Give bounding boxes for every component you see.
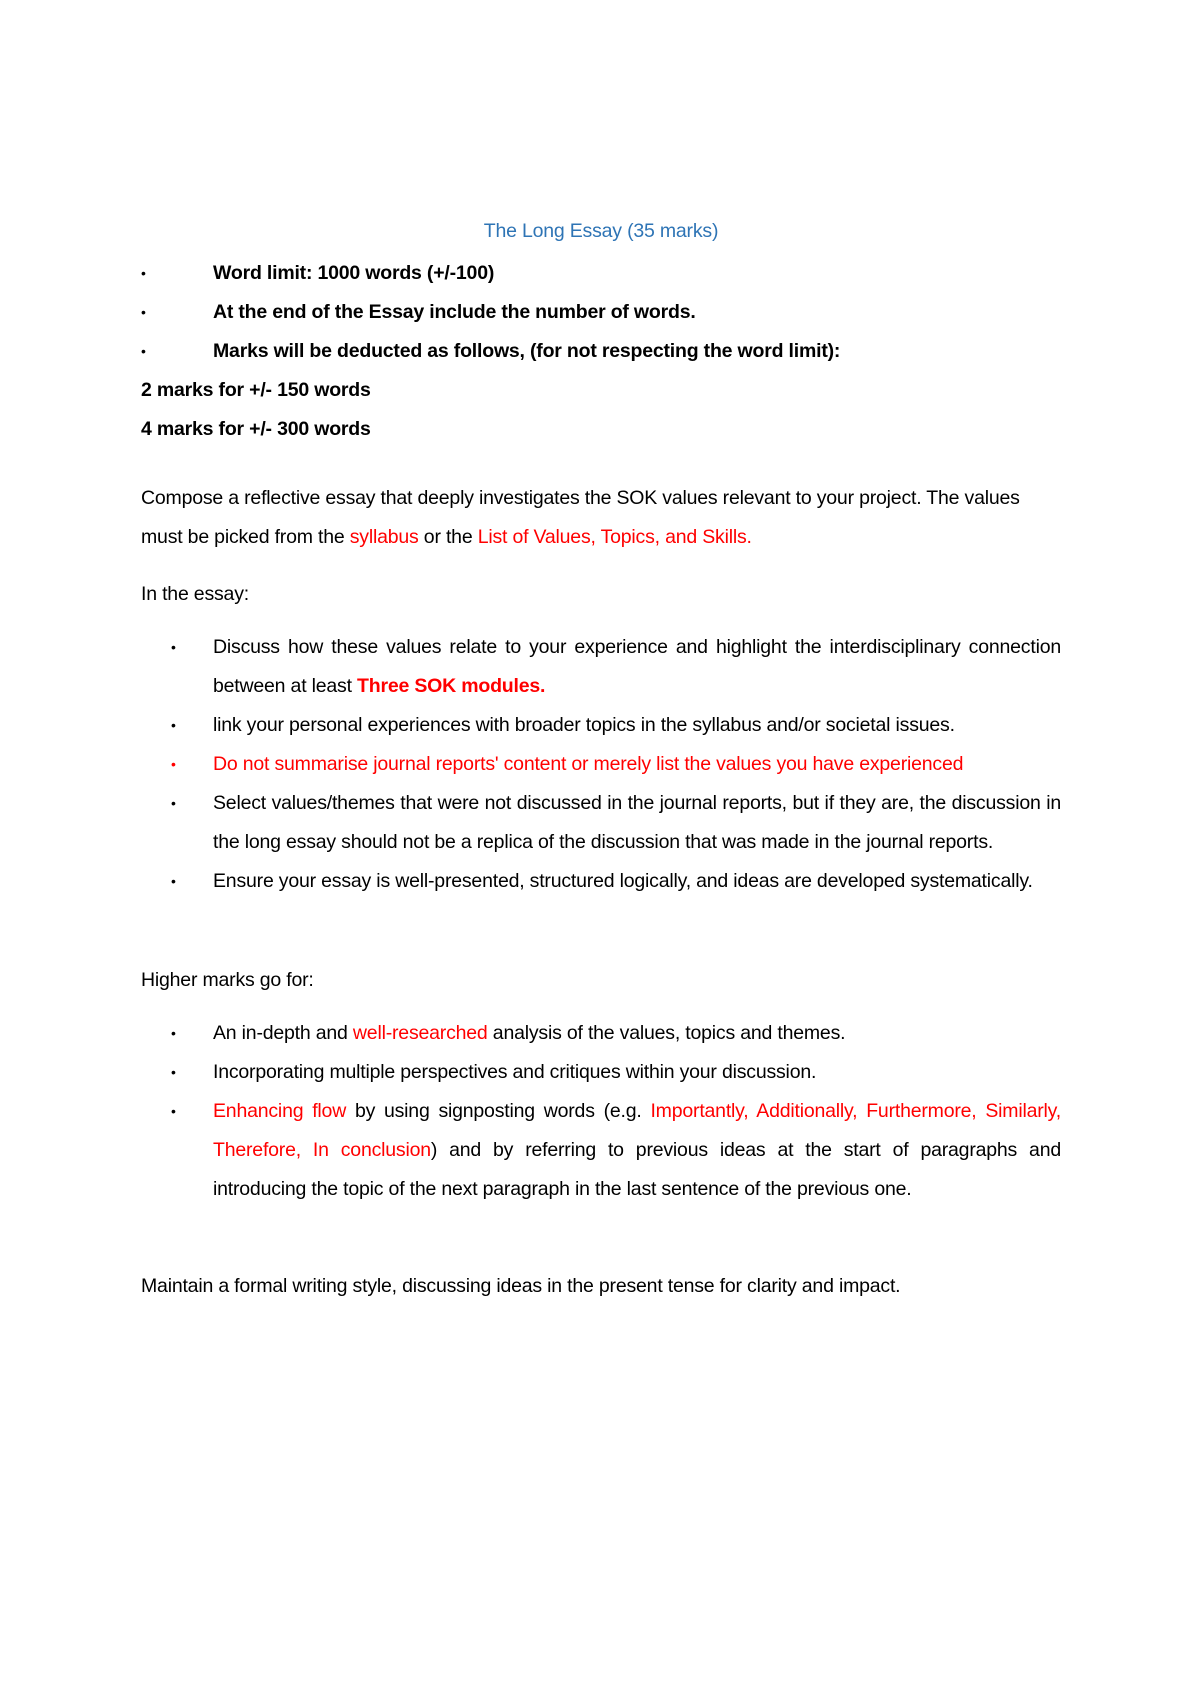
sok-modules-emphasis: Three SOK modules. (357, 675, 546, 697)
higher-marks-heading: Higher marks go for: (141, 969, 314, 991)
deduction-line: 2 marks for +/- 150 words (141, 379, 371, 401)
requirement-item (141, 332, 1061, 371)
higher-point-text: An in-depth and (213, 1022, 353, 1044)
document-content (141, 212, 1061, 1306)
intro-text: or the (418, 526, 478, 548)
deduction-line: 4 marks for +/- 300 words (141, 418, 371, 440)
values-list-reference: List of Values, Topics, and Skills. (477, 526, 752, 548)
in-essay-heading: In the essay: (141, 583, 249, 605)
higher-marks-list (141, 1014, 1061, 1209)
essay-point (141, 784, 1061, 862)
bullet-icon: • (171, 717, 176, 733)
intro-text: Compose a reflective essay that deeply investigates the SOK values relevant to your project. The values must be picked from the (141, 487, 1020, 548)
closing-paragraph: Maintain a formal writing style, discussing ideas in the present tense for clarity and impact. (141, 1275, 901, 1297)
requirements-list (141, 254, 1061, 371)
higher-point-text: analysis of the values, topics and themes. (487, 1022, 846, 1044)
bullet-icon: • (171, 639, 176, 655)
bullet-icon: • (171, 795, 176, 811)
higher-marks-point (141, 1014, 1061, 1053)
essay-point-text: Select values/themes that were not discussed in the journal reports, but if they are, the discussion in the long essay should not be a replica of the discussion that was made in the journal reports. (213, 792, 1061, 853)
higher-point-text: Incorporating multiple perspectives and critiques within your discussion. (213, 1061, 817, 1083)
requirement-text: Word limit: 1000 words (+/-100) (213, 262, 495, 284)
well-researched-emphasis: well-researched (352, 1022, 488, 1044)
higher-point-text: by using signposting words (e.g. (346, 1100, 651, 1122)
requirement-item (141, 293, 1061, 332)
essay-point (141, 862, 1061, 901)
essay-point-text: link your personal experiences with broader topics in the syllabus and/or societal issues. (213, 714, 955, 736)
higher-marks-point (141, 1092, 1061, 1209)
essay-point-warning (141, 745, 1061, 784)
essay-point (141, 706, 1061, 745)
bullet-icon: • (171, 756, 176, 772)
requirement-text: Marks will be deducted as follows, (for not respecting the word limit): (213, 340, 841, 362)
requirement-text: At the end of the Essay include the number of words. (213, 301, 696, 323)
bullet-icon: • (141, 343, 146, 359)
higher-point-text: ) and by referring to previous ideas at the start of paragraphs and introducing the topic of the next paragraph in the last sentence of the previous one. (213, 1139, 1061, 1200)
bullet-icon: • (171, 1103, 176, 1119)
enhancing-flow-emphasis: Enhancing flow (213, 1100, 347, 1122)
requirement-item (141, 254, 1061, 293)
syllabus-reference: syllabus (349, 526, 419, 548)
bullet-icon: • (141, 304, 146, 320)
bullet-icon: • (171, 1064, 176, 1080)
essay-point (141, 628, 1061, 706)
signposting-words-emphasis: Importantly, Additionally, Furthermore, Similarly, Therefore, In conclusion (213, 1100, 1061, 1161)
essay-point-text: Ensure your essay is well-presented, structured logically, and ideas are developed systematically. (213, 870, 1033, 892)
essay-points-list (141, 628, 1061, 901)
bullet-icon: • (141, 265, 146, 281)
essay-point-text: Do not summarise journal reports' content or merely list the values you have experienced (213, 753, 964, 775)
bullet-icon: • (171, 1025, 176, 1041)
essay-point-text: Discuss how these values relate to your experience and highlight the interdisciplinary connection between at least (213, 636, 1061, 697)
bullet-icon: • (171, 873, 176, 889)
document-title: The Long Essay (35 marks) (483, 220, 719, 242)
intro-paragraph (141, 479, 1061, 557)
higher-marks-point (141, 1053, 1061, 1092)
